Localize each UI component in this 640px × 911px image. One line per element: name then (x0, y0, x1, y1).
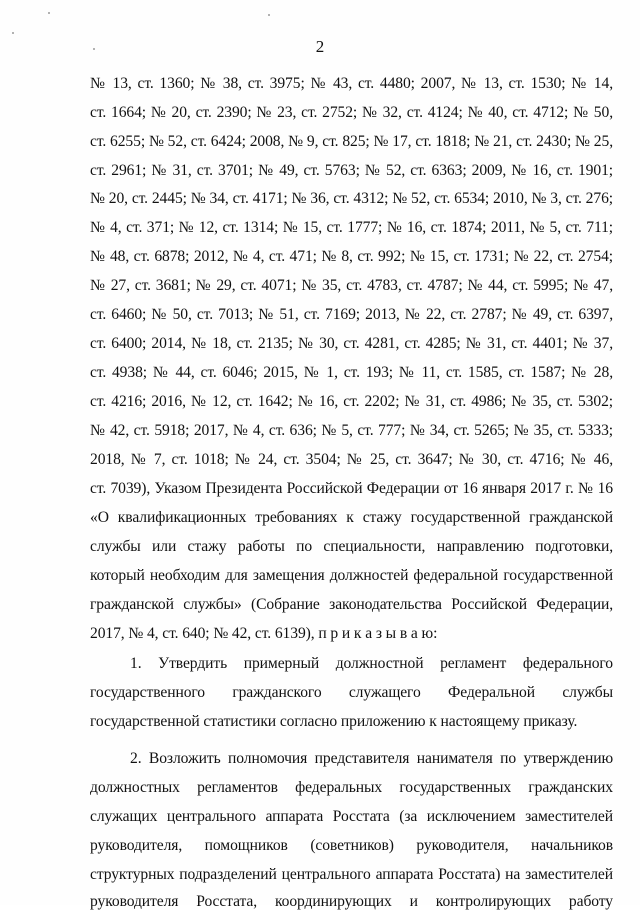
text-line: ст. 4216; 2016, № 12, ст. 1642; № 16, ст. 2202; № 31, ст. 4986; № 35, ст. 5302; (90, 393, 613, 410)
scan-speck (12, 32, 14, 34)
text-line: 2018, № 7, ст. 1018; № 24, ст. 3504; № 25, ст. 3647; № 30, ст. 4716; № 46, (90, 451, 613, 468)
text-line: ст. 6460; № 50, ст. 7013; № 51, ст. 7169; 2013, № 22, ст. 2787; № 49, ст. 6397, (90, 306, 613, 323)
paragraph-2-line: руководителя Росстата, координирующих и контролирующих работу (90, 893, 613, 910)
scan-speck (48, 12, 50, 14)
text-line: службы или стажу работы по специальности, направлению подготовки, (90, 538, 613, 555)
paragraph-2-line: структурных подразделений центрального аппарата Росстата) на заместителей (90, 866, 613, 883)
scan-speck (268, 14, 270, 16)
paragraph-2-line: 2. Возложить полномочия представителя нанимателя по утверждению (130, 750, 613, 767)
paragraph-1-line: государственного гражданского служащего Федеральной службы (90, 684, 613, 701)
text-line: № 20, ст. 2445; № 34, ст. 4171; № 36, ст. 4312; № 52, ст. 6534; 2010, № 3, ст. 276; (90, 190, 613, 207)
text-line: ст. 1664; № 20, ст. 2390; № 23, ст. 2752; № 32, ст. 4124; № 40, ст. 4712; № 50, (90, 104, 613, 121)
paragraph-1-line: 1. Утвердить примерный должностной регламент федерального (130, 655, 613, 672)
text-line: № 4, ст. 371; № 12, ст. 1314; № 15, ст. 1777; № 16, ст. 1874; 2011, № 5, ст. 711; (90, 219, 613, 236)
text-line: который необходим для замещения должностей федеральной государственной (90, 567, 613, 584)
text-line: № 42, ст. 5918; 2017, № 4, ст. 636; № 5, ст. 777; № 34, ст. 5265; № 35, ст. 5333; (90, 422, 613, 439)
text-line: ст. 6400; 2014, № 18, ст. 2135; № 30, ст. 4281, ст. 4285; № 31, ст. 4401; № 37, (90, 335, 613, 352)
text-line: ст. 7039), Указом Президента Российской Федерации от 16 января 2017 г. № 16 (90, 480, 613, 497)
text-line: гражданской службы» (Собрание законодательства Российской Федерации, (90, 596, 613, 613)
text-line: «О квалификационных требованиях к стажу государственной гражданской (90, 509, 613, 526)
paragraph-2-line: должностных регламентов федеральных государственных гражданских (90, 779, 613, 796)
page-number: 2 (315, 37, 325, 56)
paragraph-2-line: руководителя, помощников (советников) руководителя, начальников (90, 837, 613, 854)
text-line: ст. 4938; № 44, ст. 6046; 2015, № 1, ст. 193; № 11, ст. 1585, ст. 1587; № 28, (90, 364, 613, 381)
scan-speck (93, 48, 95, 50)
text-line: № 27, ст. 3681; № 29, ст. 4071; № 35, ст. 4783, ст. 4787; № 44, ст. 5995; № 47, (90, 277, 613, 294)
text-line: 2017, № 4, ст. 640; № 42, ст. 6139), п р и к а з ы в а ю: (90, 625, 438, 642)
text-line: ст. 6255; № 52, ст. 6424; 2008, № 9, ст. 825; № 17, ст. 1818; № 21, ст. 2430; № 25, (90, 133, 613, 150)
text-line: № 48, ст. 6878; 2012, № 4, ст. 471; № 8, ст. 992; № 15, ст. 1731; № 22, ст. 2754; (90, 248, 613, 265)
text-line: № 13, ст. 1360; № 38, ст. 3975; № 43, ст. 4480; 2007, № 13, ст. 1530; № 14, (90, 75, 613, 92)
paragraph-2-line: служащих центрального аппарата Росстата (за исключением заместителей (90, 808, 613, 825)
paragraph-1-line: государственной статистики согласно приложению к настоящему приказу. (90, 713, 578, 730)
text-line: ст. 2961; № 31, ст. 3701; № 49, ст. 5763; № 52, ст. 6363; 2009, № 16, ст. 1901; (90, 162, 613, 179)
